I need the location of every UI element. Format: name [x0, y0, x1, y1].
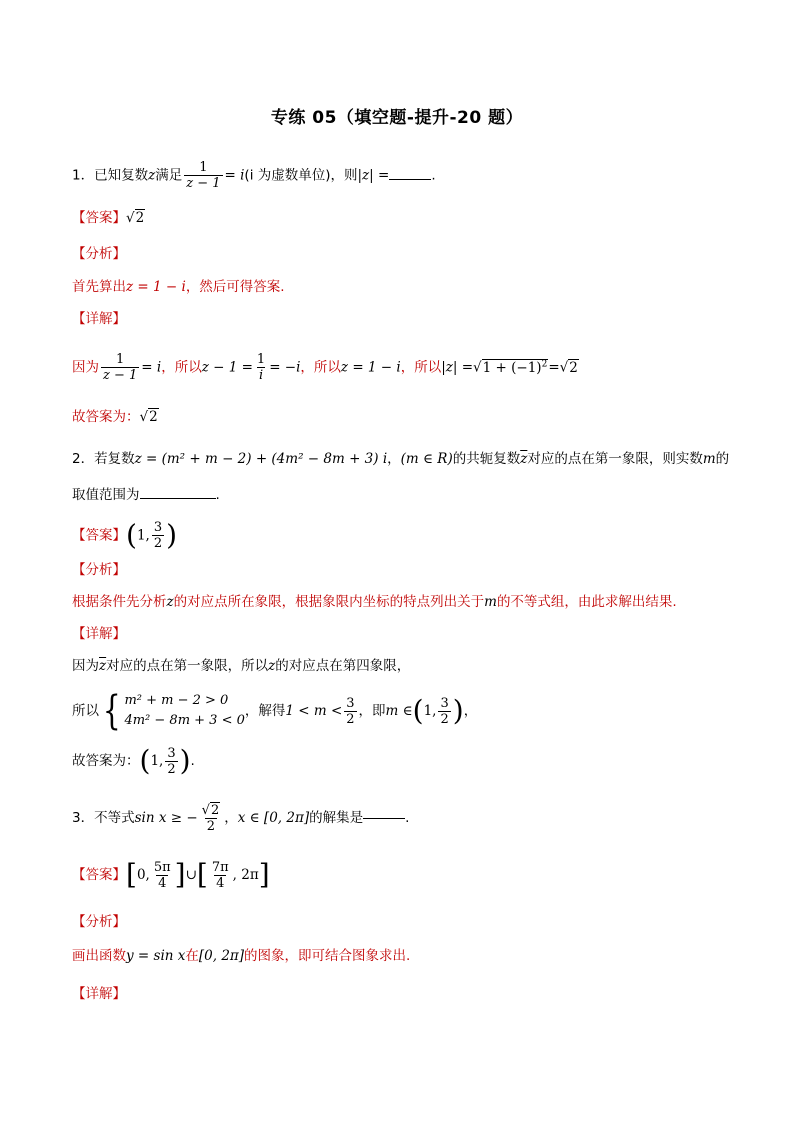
q2-answer: 【答案】(1, $\frac{3}{2}$ ) [72, 518, 178, 552]
q1-stem: 1．已知复数z满足 $\frac{1}{z - 1}$ = i(i 为虚数单位)，则|z| = . [72, 160, 436, 191]
q1-detail-label: 【详解】 [72, 311, 126, 327]
q3-stem: 3． 不等式 sin x ≥ − $\frac{√2}{2}$ ， x ∈ [0, 2π] 的解集是 . [72, 802, 410, 834]
q1-answer: 【答案】√2 [72, 210, 145, 226]
q1-final: 故答案为：√2 [72, 409, 158, 425]
q2-stem-line2: 取值范围为 . [72, 487, 220, 503]
answer-blank [389, 179, 431, 180]
q3-detail-label: 【详解】 [72, 986, 126, 1002]
q1-fraction: $\frac{1}{z - 1}$ [186, 160, 221, 191]
q3-analysis: 画出函数y = sin x在[0, 2π]的图象，即可结合图象求出. [72, 948, 411, 964]
answer-blank [140, 498, 216, 499]
q2-stem: 2．若复数z = (m² + m − 2) + (4m² − 8m + 3) i，(m ∈ R)的共轭复数$\overline{z}$对应的点在第一象限，则实数m的 [72, 451, 730, 467]
q1-analysis-label: 【分析】 [72, 246, 126, 262]
q2-detail: 因为$\overline{z}$对应的点在第一象限，所以z的对应点在第四象限， [72, 658, 411, 674]
answer-blank [363, 818, 405, 819]
sqrt-symbol: √2 [126, 210, 145, 226]
page-title: 专练 05（填空题-提升-20 题） [270, 108, 524, 128]
q1-detail: 因为 $\frac{1}{z - 1}$ = i，所以z − 1 = $\frac{1}{i}$ = −i，所以z = 1 − i，所以$|z| =√1 + (-1)^2=√2$ [72, 352, 578, 383]
q2-analysis-label: 【分析】 [72, 562, 126, 578]
q2-detail-label: 【详解】 [72, 626, 126, 642]
q2-final: 故答案为： ( 1, $\frac{3}{2}$ ) . [72, 744, 195, 777]
q2-analysis: 根据条件先分析z的对应点所在象限，根据象限内坐标的特点列出关于m的不等式组，由此求解出结果. [72, 594, 677, 610]
q2-system: 所以 { m² + m − 2 > 0 4m² − 8m + 3 < 0 ，解得 1 < m < $\frac{3}{2}$ ，即 m ∈ ( 1, $\frac{3}{2}$ ) ， [72, 688, 478, 734]
q3-answer: 【答案】 [ 0, $\frac{5\pi}{4}$ ] ∪ [ $\frac{7\pi}{4}$ , 2π ] [72, 858, 270, 891]
q1-analysis: 首先算出z = 1 − i，然后可得答案. [72, 279, 285, 295]
q3-analysis-label: 【分析】 [72, 914, 126, 930]
